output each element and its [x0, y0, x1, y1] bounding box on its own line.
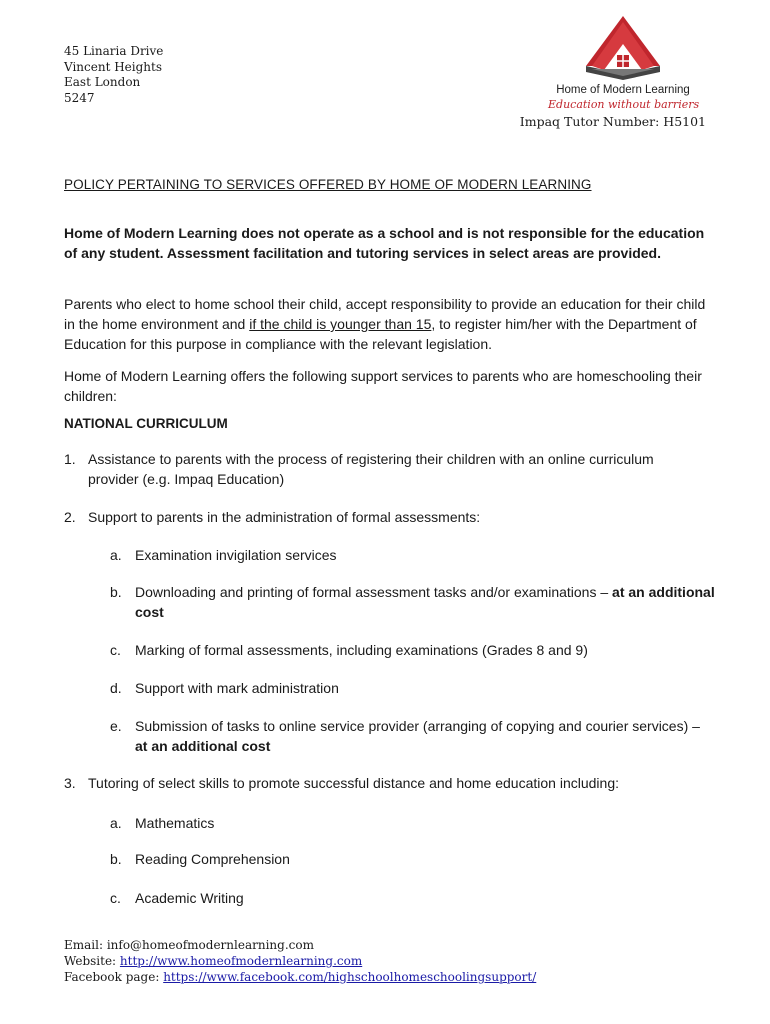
house-book-logo-icon [548, 14, 698, 86]
tutor-number: Impaq Tutor Number: H5101 [519, 114, 706, 129]
address-line: Vincent Heights [64, 59, 163, 74]
email-line [64, 937, 536, 953]
sub-text: Support with mark administration [135, 680, 339, 696]
paragraph-services: Home of Modern Learning offers the following support services to parents who are homeschooling their children: [64, 368, 702, 404]
sub-text: Downloading and printing of formal assessment tasks and/or examinations – at an additional cost [135, 584, 715, 620]
company-logo [548, 14, 698, 110]
address-line: 5247 [64, 90, 95, 105]
footer-contact [64, 937, 536, 985]
sub-letter: c. [110, 642, 121, 658]
email-address: info@homeofmodernlearning.com [106, 938, 314, 952]
sub-letter: e. [110, 718, 122, 734]
sub-letter: d. [110, 680, 122, 696]
website-line [64, 953, 536, 969]
list-text: Tutoring of select skills to promote successful distance and home education including: [88, 775, 619, 791]
sub-text: Mathematics [135, 815, 215, 831]
sub-text: Reading Comprehension [135, 851, 290, 867]
list-number: 2. [64, 509, 76, 525]
text: Parents who elect to home school their child, accept responsibility to provide an education for their child in the home environment and [64, 296, 706, 332]
section-heading: NATIONAL CURRICULUM [64, 416, 228, 431]
sub-letter: b. [110, 584, 122, 600]
sub-text: Academic Writing [135, 890, 244, 906]
sub-letter: c. [110, 890, 121, 906]
facebook-line [64, 969, 536, 985]
text: , to register him/her with the Department of Education for this purpose in compliance with the relevant legislation. [64, 316, 697, 352]
sub-letter: a. [110, 815, 122, 831]
sub-letter: b. [110, 851, 122, 867]
sub-letter: a. [110, 547, 122, 563]
logo-name: Home of Modern Learning [556, 84, 690, 96]
facebook-link[interactable]: https://www.facebook.com/highschoolhomeschoolingsupport/ [163, 970, 537, 984]
list-number: 1. [64, 451, 76, 467]
sub-text: Examination invigilation services [135, 547, 337, 563]
list-text: Assistance to parents with the process of registering their children with an online curriculum provider (e.g. Impaq Education) [88, 451, 654, 487]
list-number: 3. [64, 775, 76, 791]
underlined-text: if the child is younger than 15 [249, 316, 432, 332]
logo-tagline: Education without barriers [548, 98, 700, 111]
sub-text: Submission of tasks to online service provider (arranging of copying and courier services) – at an additional cost [135, 718, 700, 754]
page-title: POLICY PERTAINING TO SERVICES OFFERED BY HOME OF MODERN LEARNING [64, 177, 592, 192]
intro-statement: Home of Modern Learning does not operate as a school and is not responsible for the education of any student. Assessment facilitation and tutoring services in select areas are provided. [64, 225, 705, 261]
email-label: Email: [64, 938, 107, 952]
website-link[interactable]: http://www.homeofmodernlearning.com [119, 954, 363, 968]
paragraph-parents [64, 294, 714, 354]
list-text: Support to parents in the administration of formal assessments: [88, 509, 481, 525]
facebook-label: Facebook page: [64, 970, 164, 984]
address-line: East London [64, 75, 141, 89]
website-label: Website: [64, 954, 120, 968]
sub-text: Marking of formal assessments, including examinations (Grades 8 and 9) [135, 642, 588, 658]
address-line: 45 Linaria Drive [64, 44, 164, 58]
sender-address [64, 44, 163, 106]
